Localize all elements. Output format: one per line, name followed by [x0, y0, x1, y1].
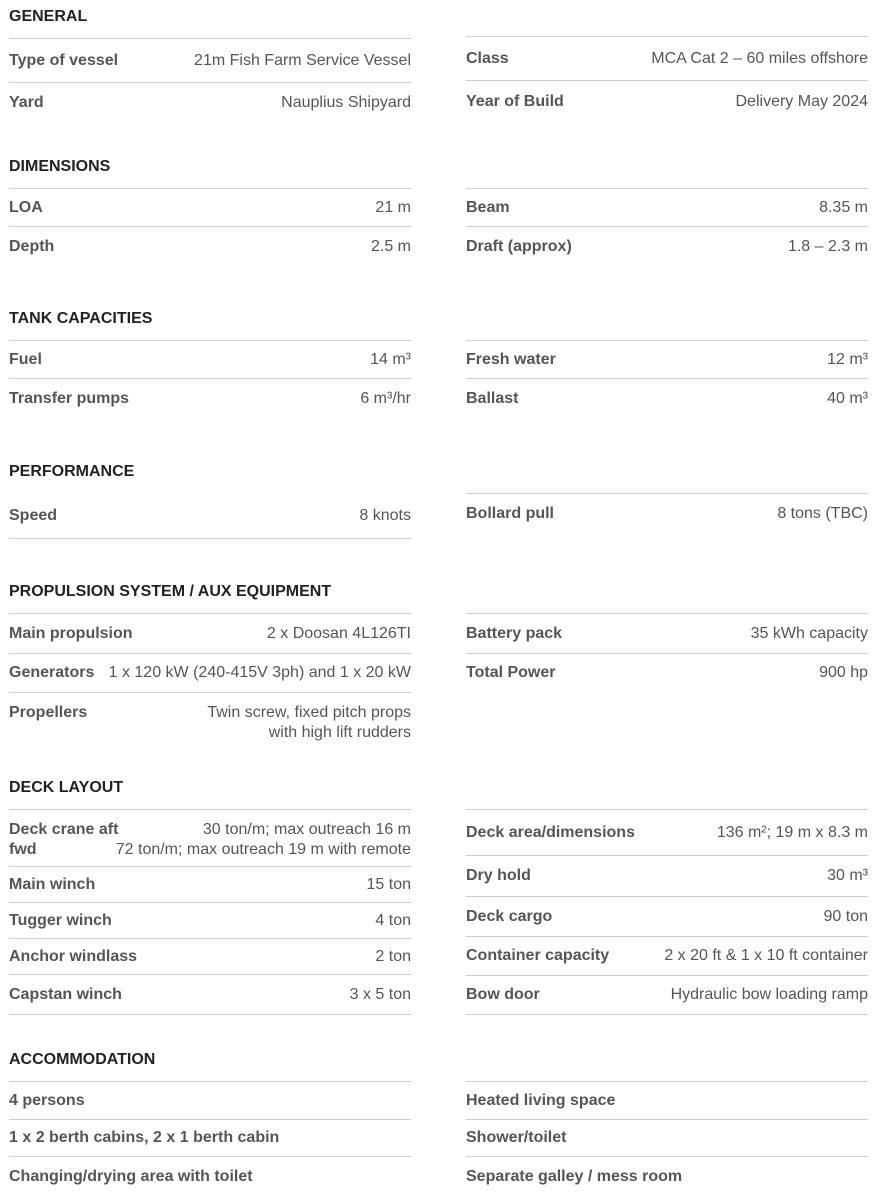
spec-value: 8.35 m — [819, 198, 868, 216]
spec-value: 4 ton — [375, 911, 411, 929]
spec-label: Capstan winch — [9, 985, 122, 1003]
spec-value: 12 m³ — [827, 350, 868, 368]
spec-row — [466, 1156, 868, 1196]
spec-row — [9, 1156, 411, 1196]
spec-label: Anchor windlass — [9, 947, 138, 965]
spec-row — [466, 653, 868, 692]
spec-row — [9, 82, 411, 122]
section-heading-general: GENERAL — [9, 8, 88, 25]
spec-label: Container capacity — [466, 947, 610, 964]
spec-label: Tugger winch — [9, 911, 112, 929]
spec-row — [9, 692, 411, 746]
section-heading-dimensions: DIMENSIONS — [9, 158, 111, 175]
spec-label: Heated living space — [466, 1091, 616, 1109]
spec-value: 3 x 5 ton — [349, 985, 411, 1003]
spec-row — [9, 938, 411, 974]
spec-row — [466, 855, 868, 896]
spec-value: 30 m³ — [827, 867, 868, 884]
spec-value: 15 ton — [366, 875, 411, 893]
spec-row — [9, 866, 411, 902]
spec-value: 1 x 120 kW (240-415V 3ph) and 1 x 20 kW — [108, 664, 411, 681]
spec-value-line: with high lift rudders — [268, 724, 411, 741]
spec-label: Draft (approx) — [466, 237, 572, 255]
spec-row — [466, 1119, 868, 1156]
section-heading-propulsion: PROPULSION SYSTEM / AUX EQUIPMENT — [9, 583, 332, 600]
spec-row — [466, 613, 868, 653]
spec-label: Main winch — [9, 875, 96, 893]
spec-label: Bollard pull — [466, 504, 554, 522]
spec-value: 21m Fish Farm Service Vessel — [194, 51, 411, 69]
spec-label: Battery pack — [466, 624, 563, 642]
spec-line — [9, 840, 411, 860]
spec-label: Year of Build — [466, 92, 564, 110]
spec-value: 1.8 – 2.3 m — [787, 237, 868, 255]
spec-row — [466, 809, 868, 855]
spec-row — [466, 378, 868, 418]
spec-value-line: Twin screw, fixed pitch props — [207, 704, 411, 721]
spec-label: Yard — [9, 93, 44, 111]
spec-label: Bow door — [466, 986, 540, 1003]
spec-row — [9, 613, 411, 653]
spec-label: 4 persons — [9, 1091, 85, 1109]
spec-row — [9, 1081, 411, 1119]
spec-row — [466, 493, 868, 533]
spec-value: 40 m³ — [827, 389, 868, 407]
spec-value: 30 ton/m; max outreach 16 m — [202, 821, 411, 838]
spec-value: 8 knots — [359, 506, 411, 524]
spec-value: 35 kWh capacity — [750, 624, 868, 642]
spec-row — [9, 378, 411, 418]
spec-label: LOA — [9, 198, 43, 216]
spec-label: Deck crane aft — [9, 821, 119, 838]
spec-value: 21 m — [375, 198, 411, 216]
spec-label: Depth — [9, 237, 55, 255]
spec-row — [466, 936, 868, 975]
spec-row — [9, 1119, 411, 1156]
spec-row — [9, 188, 411, 226]
spec-row — [9, 902, 411, 938]
spec-value: 900 hp — [819, 664, 868, 681]
spec-label: Dry hold — [466, 867, 531, 884]
section-heading-accommodation: ACCOMMODATION — [9, 1051, 156, 1068]
spec-label: fwd — [9, 841, 37, 858]
spec-row — [9, 38, 411, 82]
spec-label: Total Power — [466, 664, 556, 681]
spec-row — [466, 80, 868, 122]
spec-label: Class — [466, 49, 509, 67]
spec-line — [9, 820, 411, 840]
spec-label: Separate galley / mess room — [466, 1167, 683, 1185]
spec-label: Transfer pumps — [9, 389, 130, 407]
spec-row — [9, 974, 411, 1015]
spec-label: Fresh water — [466, 350, 556, 368]
section-heading-tank-capacities: TANK CAPACITIES — [9, 310, 153, 327]
spec-value: 2.5 m — [370, 237, 411, 255]
section-heading-deck-layout: DECK LAYOUT — [9, 779, 124, 796]
spec-label: Type of vessel — [9, 51, 119, 69]
spec-row — [466, 1081, 868, 1119]
spec-row — [466, 975, 868, 1015]
spec-row — [9, 653, 411, 692]
spec-value: 72 ton/m; max outreach 19 m with remote — [115, 841, 411, 858]
spec-value: 2 x Doosan 4L126TI — [266, 624, 411, 642]
spec-label: Main propulsion — [9, 624, 133, 642]
spec-row — [466, 896, 868, 936]
spec-label: Beam — [466, 198, 510, 216]
spec-value: Hydraulic bow loading ramp — [670, 986, 868, 1003]
spec-value: 14 m³ — [370, 350, 411, 368]
spec-label: Fuel — [9, 350, 42, 368]
section-heading-performance: PERFORMANCE — [9, 463, 135, 480]
spec-value: 136 m²; 19 m x 8.3 m — [716, 823, 868, 841]
spec-value: 2 x 20 ft & 1 x 10 ft container — [664, 947, 868, 964]
spec-row — [466, 226, 868, 266]
spec-value: 90 ton — [823, 907, 868, 925]
spec-row — [466, 188, 868, 226]
spec-label: Ballast — [466, 389, 519, 407]
spec-label: 1 x 2 berth cabins, 2 x 1 berth cabin — [9, 1129, 280, 1146]
spec-label: Generators — [9, 664, 95, 681]
spec-label: Deck area/dimensions — [466, 823, 635, 841]
spec-value: 8 tons (TBC) — [777, 504, 868, 522]
spec-value: MCA Cat 2 – 60 miles offshore — [651, 49, 868, 67]
spec-label: Shower/toilet — [466, 1129, 567, 1146]
spec-value — [207, 703, 411, 743]
spec-row — [466, 36, 868, 80]
spec-row — [9, 226, 411, 266]
spec-label: Changing/drying area with toilet — [9, 1167, 253, 1185]
spec-label: Speed — [9, 506, 58, 524]
spec-value: 2 ton — [375, 947, 411, 965]
spec-value: 6 m³/hr — [360, 389, 411, 407]
spec-label: Propellers — [9, 704, 88, 721]
spec-row — [9, 340, 411, 378]
spec-value: Delivery May 2024 — [735, 92, 868, 110]
spec-row — [9, 493, 411, 539]
spec-row — [466, 340, 868, 378]
spec-label: Deck cargo — [466, 907, 553, 925]
spec-row — [9, 809, 411, 866]
spec-value: Nauplius Shipyard — [281, 93, 411, 111]
